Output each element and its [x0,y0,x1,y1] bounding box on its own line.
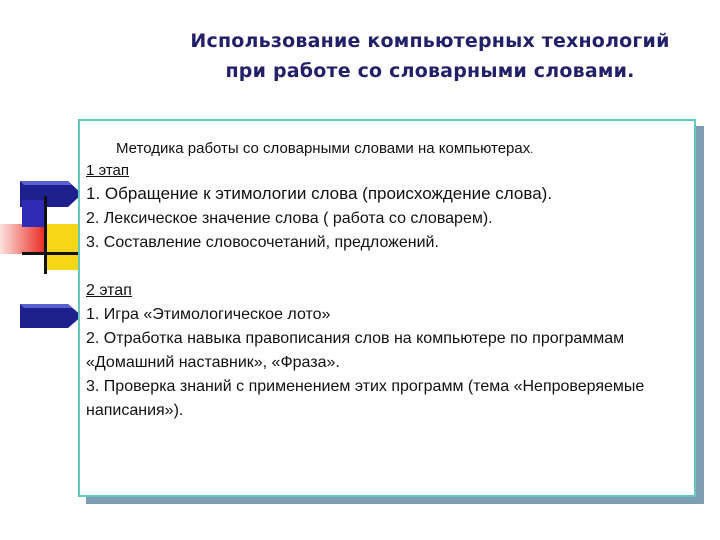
stage-1-item: 3. Составление словосочетаний, предложений. [86,234,439,251]
bullet-arrow-icon [20,304,82,328]
methodology-heading-dot: . [530,144,534,156]
stage-1-item: 1. Обращение к этимологии слова (происхождение слова). [86,184,553,203]
page-title [150,26,710,86]
stage-1-item: 2. Лексическое значение слова ( работа со словарем). [86,210,493,227]
stage-2-item: 1. Игра «Этимологическое лото» [86,306,331,323]
title-line-1: Использование компьютерных технологий [190,30,670,52]
stage-2-item: 3. Проверка знаний с применением этих программ (тема «Непроверяемые написания»). [86,378,645,419]
methodology-heading-text: Методика работы со словарными словами на компьютерах [116,140,531,157]
spacer [86,255,692,279]
decorative-yellow-block [46,224,80,270]
methodology-heading [86,138,692,161]
decorative-blue-block [22,200,44,227]
decorative-vertical-line [44,196,47,274]
stage-1-label: 1 этап [86,162,130,179]
title-line-2: при работе со словарными словами. [225,60,635,82]
decorative-horizontal-line [22,252,82,255]
stage-2-item: 2. Отработка навыка правописания слов на компьютере по программам «Домашний наставник», «Фраза». [86,330,625,371]
stage-2-label: 2 этап [86,282,132,299]
content-text [86,138,692,423]
decorative-red-block [0,224,46,254]
